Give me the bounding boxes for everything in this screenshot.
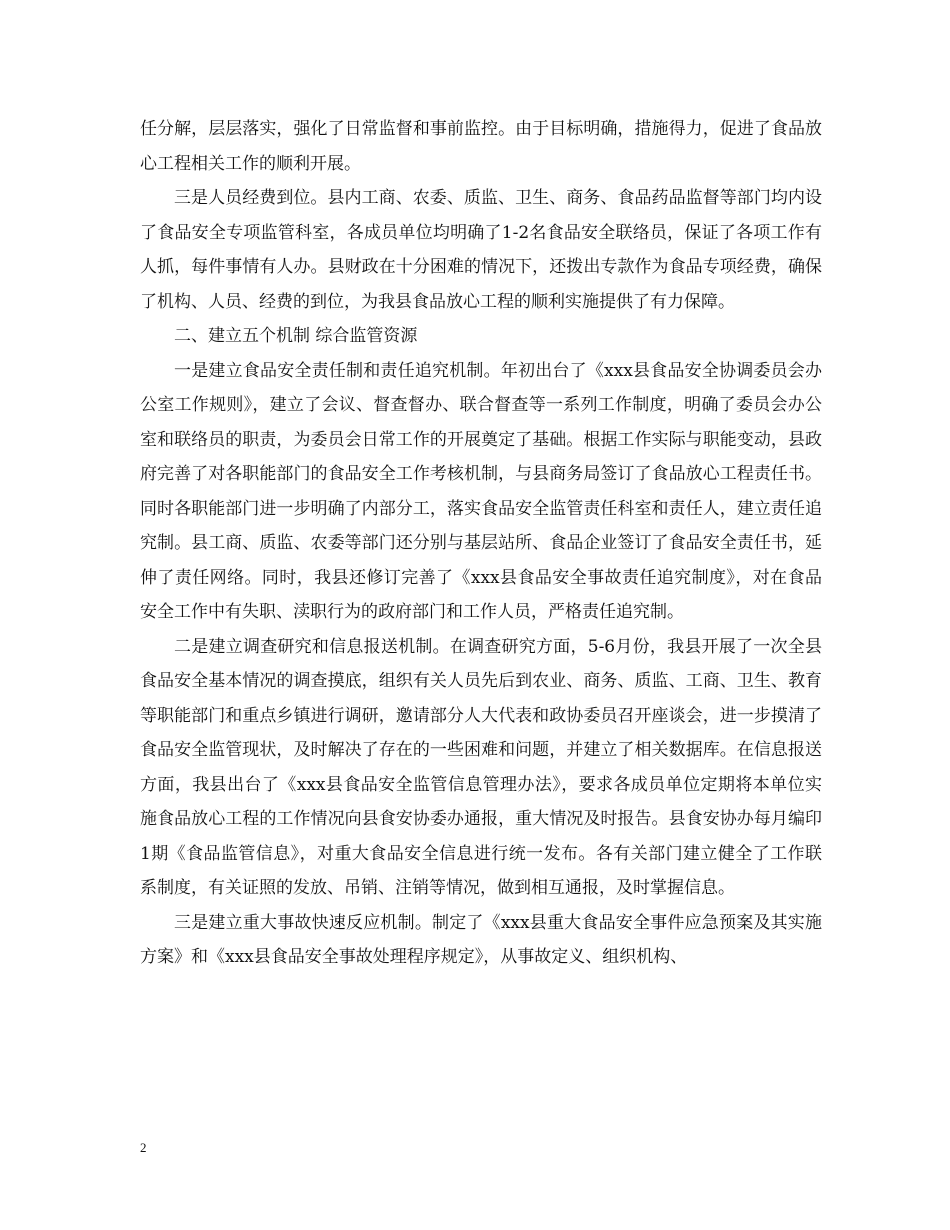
page-number: 2 [140, 1140, 147, 1155]
paragraph-research-reporting-mechanism: 二是建立调查研究和信息报送机制。在调查研究方面，5-6月份，我县开展了一次全县食品安全基本情况的调查摸底，组织有关人员先后到农业、商务、质监、工商、卫生、教育等职能部门和重点乡镇进行调研，邀请部分人大代表和政协委员召开座谈会，进一步摸清了食品安全监管现状，及时解决了存在的一些困难和问题，并建立了相关数据库。在信息报送方面，我县出台了《xxx县食品安全监管信息管理办法》，要求各成员单位定期将本单位实施食品放心工程的工作情况向县食安协委办通报，重大情况及时报告。县食安协办每月编印1期《食品监管信息》，对重大食品安全信息进行统一发布。各有关部门建立健全了工作联系制度，有关证照的发放、吊销、注销等情况，做到相互通报，及时掌握信息。 [140, 636, 822, 898]
document-body [140, 112, 822, 975]
paragraph-responsibility-mechanism: 一是建立食品安全责任制和责任追究机制。年初出台了《xxx县食品安全协调委员会办公室工作规则》，建立了会议、督查督办、联合督查等一系列工作制度，明确了委员会办公室和联络员的职责，为委员会日常工作的开展奠定了基础。根据工作实际与职能变动，县政府完善了对各职能部门的食品安全工作考核机制，与县商务局签订了食品放心工程责任书。同时各职能部门进一步明确了内部分工，落实食品安全监管责任科室和责任人，建立责任追究制。县工商、质监、农委等部门还分别与基层站所、食品企业签订了食品安全责任书，延伸了责任网络。同时，我县还修订完善了《xxx县食品安全事故责任追究制度》，对在食品安全工作中有失职、渎职行为的政府部门和工作人员，严格责任追究制。 [140, 360, 822, 622]
section-heading-five-mechanisms: 二、建立五个机制 综合监管资源 [174, 326, 418, 346]
paragraph-staff-funding: 三是人员经费到位。县内工商、农委、质监、卫生、商务、食品药品监督等部门均内设了食品安全专项监管科室，各成员单位均明确了1-2名食品安全联络员，保证了各项工作有人抓，每件事情有人办。县财政在十分困难的情况下，还拨出专款作为食品专项经费，确保了机构、人员、经费的到位，为我县食品放心工程的顺利实施提供了有力保障。 [140, 188, 822, 312]
paragraph-emergency-response-mechanism: 三是建立重大事故快速反应机制。制定了《xxx县重大食品安全事件应急预案及其实施方案》和《xxx县食品安全事故处理程序规定》，从事故定义、组织机构、 [140, 912, 822, 967]
paragraph-continuation: 任分解，层层落实，强化了日常监督和事前监控。由于目标明确，措施得力，促进了食品放心工程相关工作的顺利开展。 [140, 119, 822, 174]
